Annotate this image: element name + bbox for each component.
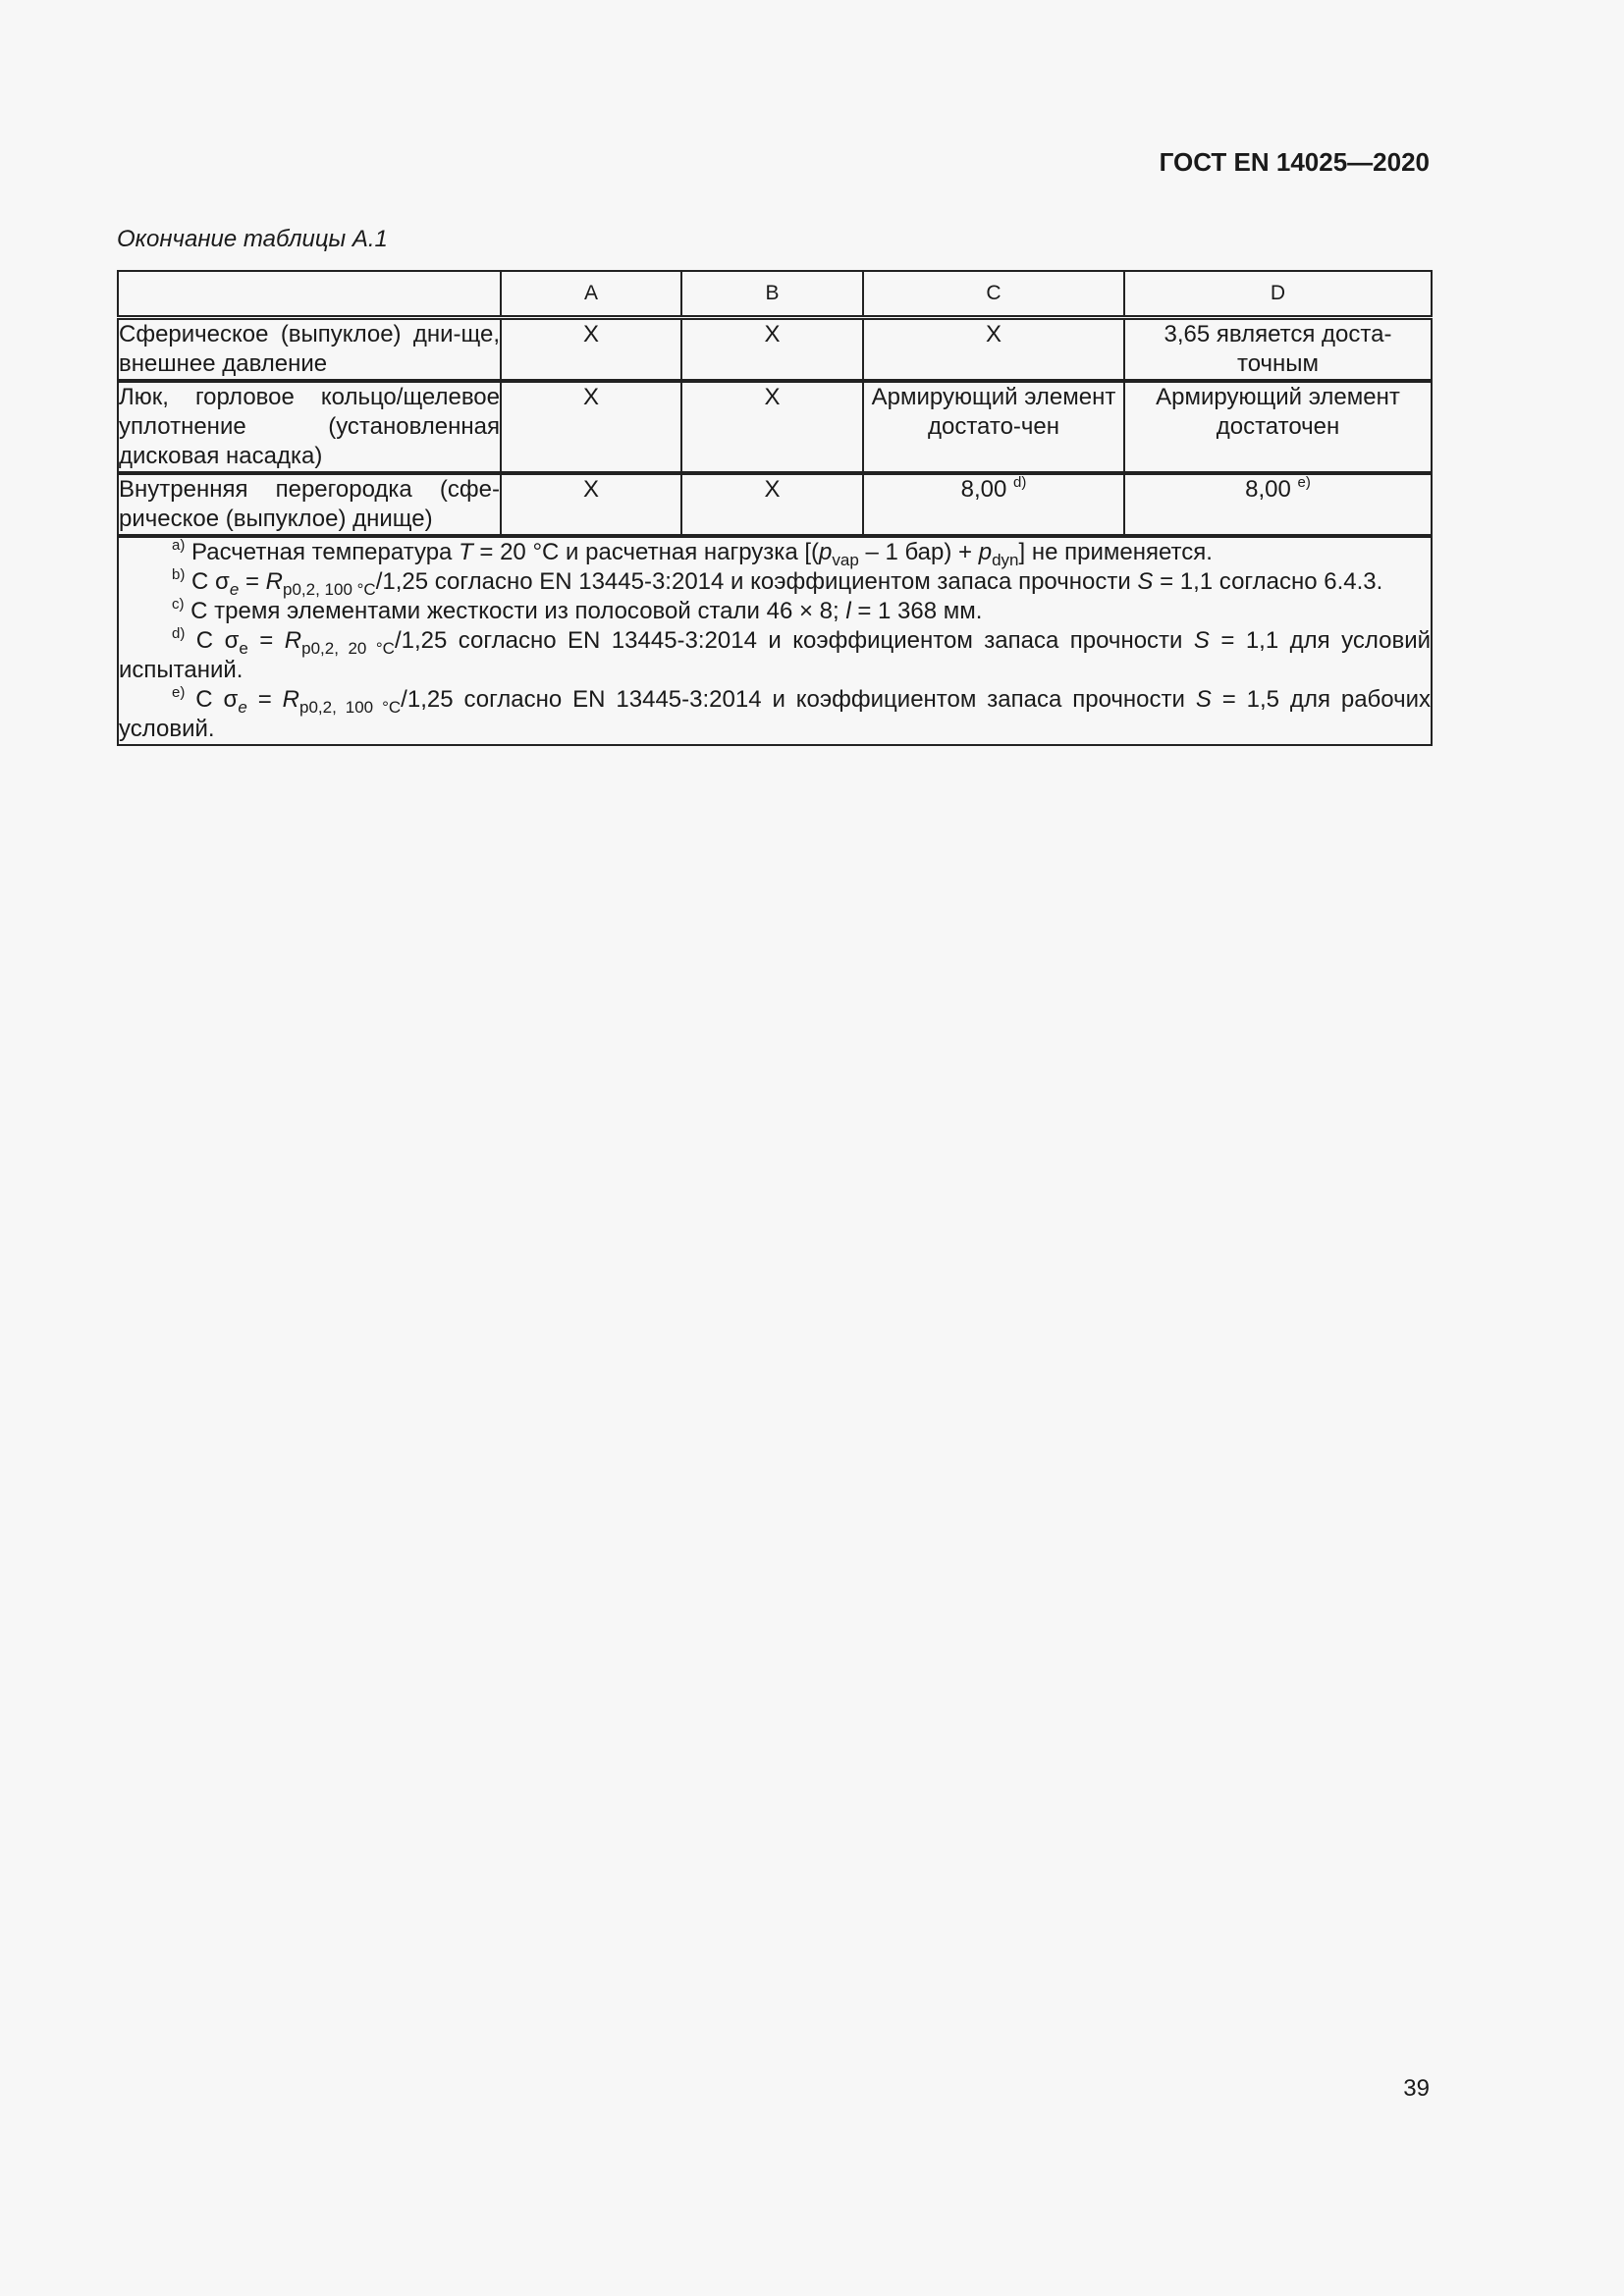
cell-value: 8,00: [960, 476, 1007, 503]
footnote-text: С σ: [191, 568, 230, 595]
cell-a: X: [501, 318, 681, 382]
cell-c: [863, 473, 1124, 536]
symbol-s: S: [1137, 568, 1154, 595]
header-cell-b: B: [681, 271, 863, 318]
symbol-s: S: [1195, 686, 1212, 713]
subscript: p0,2, 100 °C: [298, 697, 402, 717]
subscript: p0,2, 100 °C: [283, 579, 376, 599]
row-label: Внутренняя перегородка (сфе-рическое (выпуклое) днище): [118, 473, 501, 536]
cell-value: 8,00: [1245, 476, 1291, 503]
footnote-b: [119, 567, 1431, 597]
footnote-a: [119, 538, 1431, 567]
footnote-c: [119, 597, 1431, 626]
cell-c: Армирующий элемент достато-чен: [863, 381, 1124, 473]
subscript: p0,2, 20 °C: [301, 638, 395, 658]
header-cell-c: C: [863, 271, 1124, 318]
table-row: [118, 381, 1432, 473]
document-id: ГОСТ EN 14025—2020: [1159, 147, 1430, 177]
footnote-e: [119, 685, 1431, 744]
row-label: Люк, горловое кольцо/щелевое уплотнение (установленная дисковая насадка): [118, 381, 501, 473]
cell-c: X: [863, 318, 1124, 382]
footnotes-cell: [118, 536, 1432, 745]
footnote-mark: d): [172, 625, 186, 642]
footnote-text: – 1 бар) +: [858, 539, 979, 565]
symbol-r: R: [282, 686, 299, 713]
footnote-text: = 20 °С и расчетная нагрузка [(: [472, 539, 819, 565]
footnote-mark: b): [172, 566, 186, 583]
symbol-p: p: [819, 539, 833, 565]
footnote-mark: c): [172, 596, 185, 613]
footnote-text: =: [247, 627, 285, 654]
footnote-d: [119, 626, 1431, 685]
footnote-text: /1,25 согласно EN 13445-3:2014 и коэффициентом запаса прочности: [375, 568, 1138, 595]
footnote-text: = 1,1 для условий испытаний.: [119, 627, 1431, 683]
header-cell-empty: [118, 271, 501, 318]
cell-d: 3,65 является доста-точным: [1124, 318, 1432, 382]
footnote-text: = 1 368 мм.: [850, 598, 983, 624]
symbol-r: R: [284, 627, 302, 654]
table-caption: Окончание таблицы А.1: [117, 226, 388, 252]
footnote-text: /1,25 согласно EN 13445-3:2014 и коэффициентом запаса прочности: [394, 627, 1194, 654]
footnote-ref: e): [1297, 474, 1311, 491]
footnote-text: ] не применяется.: [1018, 539, 1213, 565]
symbol-t: T: [459, 539, 473, 565]
footnote-mark: e): [172, 684, 186, 701]
subscript: vap: [832, 550, 859, 569]
footnote-mark: a): [172, 537, 186, 554]
footnote-text: С тремя элементами жесткости из полосовой стали 46 × 8;: [190, 598, 846, 624]
footnote-text: = 1,5 для рабочих условий.: [119, 686, 1432, 742]
symbol-p: p: [978, 539, 993, 565]
page-number: 39: [1403, 2075, 1430, 2102]
cell-d: [1124, 473, 1432, 536]
footnotes-row: [118, 536, 1432, 745]
symbol-r: R: [265, 568, 283, 595]
subscript: e: [238, 697, 247, 717]
table-row: [118, 473, 1432, 536]
footnote-text: =: [239, 568, 266, 595]
footnote-text: С σ: [195, 627, 240, 654]
subscript: e: [229, 579, 240, 599]
header-cell-d: D: [1124, 271, 1432, 318]
symbol-s: S: [1193, 627, 1210, 654]
cell-b: X: [681, 381, 863, 473]
cell-b: X: [681, 473, 863, 536]
footnote-text: =: [246, 686, 283, 713]
cell-a: X: [501, 381, 681, 473]
subscript: e: [239, 638, 248, 658]
subscript: dyn: [992, 550, 1019, 569]
footnote-text: /1,25 согласно EN 13445-3:2014 и коэффициентом запаса прочности: [401, 686, 1196, 713]
table-row: [118, 318, 1432, 382]
footnote-text: Расчетная температура: [191, 539, 460, 565]
cell-a: X: [501, 473, 681, 536]
footnote-ref: d): [1013, 474, 1027, 491]
row-label: Сферическое (выпуклое) дни-ще, внешнее давление: [118, 318, 501, 382]
footnote-text: = 1,1 согласно 6.4.3.: [1153, 568, 1383, 595]
data-table: [117, 270, 1433, 746]
header-cell-a: A: [501, 271, 681, 318]
symbol-l: l: [845, 598, 851, 624]
cell-b: X: [681, 318, 863, 382]
table-header-row: [118, 271, 1432, 318]
footnote-text: С σ: [195, 686, 239, 713]
cell-d: Армирующий элемент достаточен: [1124, 381, 1432, 473]
